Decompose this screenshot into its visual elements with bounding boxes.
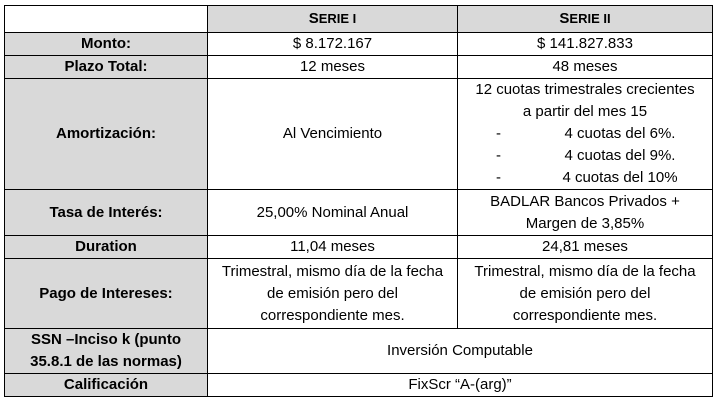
duration-serie-1: 11,04 meses bbox=[208, 236, 458, 259]
header-serie-2: SERIE II bbox=[458, 6, 713, 33]
amortizacion-list-item: - 4 cuotas del 10% bbox=[462, 167, 708, 189]
amortizacion-list-item: - 4 cuotas del 9%. bbox=[462, 145, 708, 167]
ssn-value: Inversión Computable bbox=[208, 329, 713, 374]
row-tasa bbox=[5, 190, 713, 236]
terms-table bbox=[4, 5, 713, 397]
label-tasa: Tasa de Interés: bbox=[5, 190, 208, 236]
label-amortizacion: Amortización: bbox=[5, 79, 208, 190]
plazo-serie-1: 12 meses bbox=[208, 56, 458, 79]
monto-serie-2: $ 141.827.833 bbox=[458, 33, 713, 56]
dash-bullet: - bbox=[496, 125, 501, 142]
label-pago: Pago de Intereses: bbox=[5, 259, 208, 329]
label-duration: Duration bbox=[5, 236, 208, 259]
row-duration bbox=[5, 236, 713, 259]
tasa-serie-2: BADLAR Bancos Privados + Margen de 3,85% bbox=[458, 190, 713, 236]
tasa-serie-1: 25,00% Nominal Anual bbox=[208, 190, 458, 236]
dash-bullet: - bbox=[496, 147, 501, 164]
pago-serie-1: Trimestral, mismo día de la fecha de emisión pero del correspondiente mes. bbox=[208, 259, 458, 329]
amortizacion-line: a partir del mes 15 bbox=[522, 103, 648, 120]
amortizacion-serie-1: Al Vencimiento bbox=[208, 79, 458, 190]
row-ssn bbox=[5, 329, 713, 374]
label-ssn: SSN –Inciso k (punto 35.8.1 de las normas) bbox=[5, 329, 208, 374]
row-monto bbox=[5, 33, 713, 56]
amortizacion-line: 12 cuotas trimestrales crecientes bbox=[475, 81, 695, 98]
label-plazo: Plazo Total: bbox=[5, 56, 208, 79]
amortizacion-serie-2 bbox=[458, 79, 713, 190]
calificacion-value: FixScr “A-(arg)” bbox=[208, 374, 713, 397]
plazo-serie-2: 48 meses bbox=[458, 56, 713, 79]
row-amortizacion bbox=[5, 79, 713, 190]
row-plazo bbox=[5, 56, 713, 79]
row-pago bbox=[5, 259, 713, 329]
amortizacion-list-item: - 4 cuotas del 6%. bbox=[462, 123, 708, 145]
label-calificacion: Calificación bbox=[5, 374, 208, 397]
header-serie-1: SERIE I bbox=[208, 6, 458, 33]
header-corner-cell bbox=[5, 6, 208, 33]
row-calificacion bbox=[5, 374, 713, 397]
label-monto: Monto: bbox=[5, 33, 208, 56]
monto-serie-1: $ 8.172.167 bbox=[208, 33, 458, 56]
header-row bbox=[5, 6, 713, 33]
pago-serie-2: Trimestral, mismo día de la fecha de emisión pero del correspondiente mes. bbox=[458, 259, 713, 329]
duration-serie-2: 24,81 meses bbox=[458, 236, 713, 259]
dash-bullet: - bbox=[496, 169, 501, 186]
